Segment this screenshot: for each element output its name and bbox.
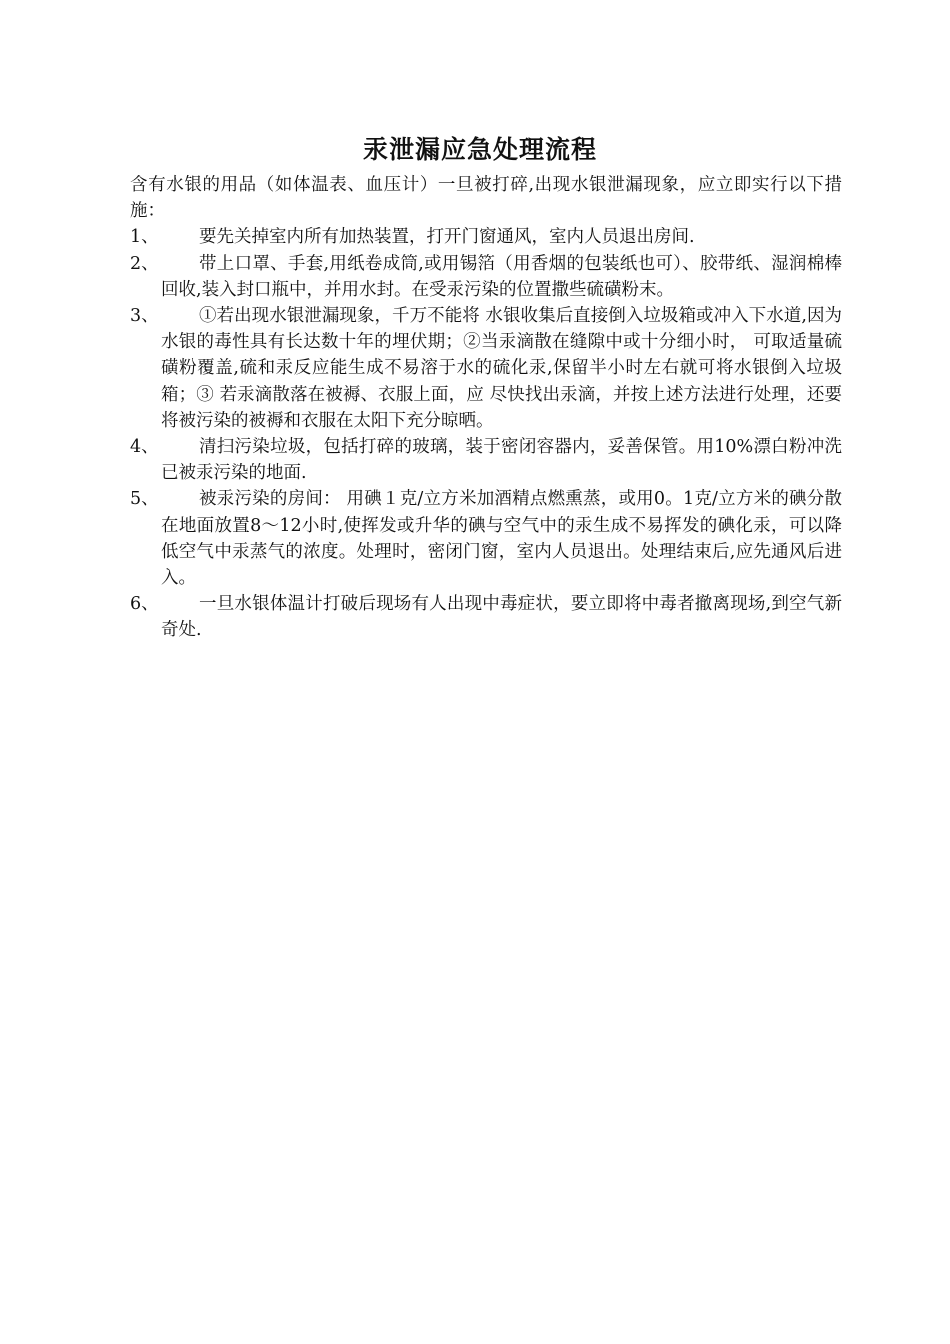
list-item-number: 6、 [130,594,159,615]
list-item-number: 5、 [130,489,159,510]
list-item [130,591,842,643]
list-item-text: 一旦水银体温计打破后现场有人出现中毒症状，要立即将中毒者撤离现场,到空气新奇处. [161,594,842,641]
list-item-text: 带上口罩、手套,用纸卷成筒,或用锡箔（用香烟的包装纸也可）、胶带纸、湿润棉棒回收,装入封口瓶中，并用水封。在受汞污染的位置撒些硫磺粉末。 [161,253,842,300]
list-item [130,303,842,434]
list-item-text: ①若出现水银泄漏现象，千万不能将 水银收集后直接倒入垃圾箱或冲入下水道,因为水银的毒性具有长达数十年的埋伏期；②当汞滴散在缝隙中或十分细小时， 可取适量硫磺粉覆盖,硫和汞反应能生成不易溶于水的硫化汞,保留半小时左右就可将水银倒入垃圾箱；③ 若汞滴散落在被褥、衣服上面，应 尽快找出汞滴，并按上述方法进行处理，还要将被污染的被褥和衣服在太阳下充分晾晒。 [161,306,842,431]
list-item-number: 1、 [130,227,159,248]
list-item-number: 3、 [130,306,159,327]
list-item [130,224,842,250]
document-body [130,172,842,644]
list-item [130,434,842,486]
intro-paragraph: 含有水银的用品（如体温表、血压计）一旦被打碎,出现水银泄漏现象，应立即实行以下措施： [130,175,842,222]
list-item-text: 要先关掉室内所有加热装置，打开门窗通风，室内人员退出房间. [199,227,695,248]
list-item-number: 2、 [130,253,159,274]
document-title: 汞泄漏应急处理流程 [362,135,597,164]
list-item [130,251,842,303]
list-item-text: 清扫污染垃圾，包括打碎的玻璃，装于密闭容器内，妥善保管。用10%漂白粉冲洗已被汞污染的地面. [161,437,842,484]
list-item-text: 被汞污染的房间： 用碘１克/立方米加酒精点燃熏蒸，或用0。1克/立方米的碘分散在地面放置8～12小时,使挥发或升华的碘与空气中的汞生成不易挥发的碘化汞，可以降低空气中汞蒸气的浓度。处理时，密闭门窗，室内人员退出。处理结束后,应先通风后进入。 [161,489,842,589]
list-item [130,486,842,591]
list-item-number: 4、 [130,437,159,458]
